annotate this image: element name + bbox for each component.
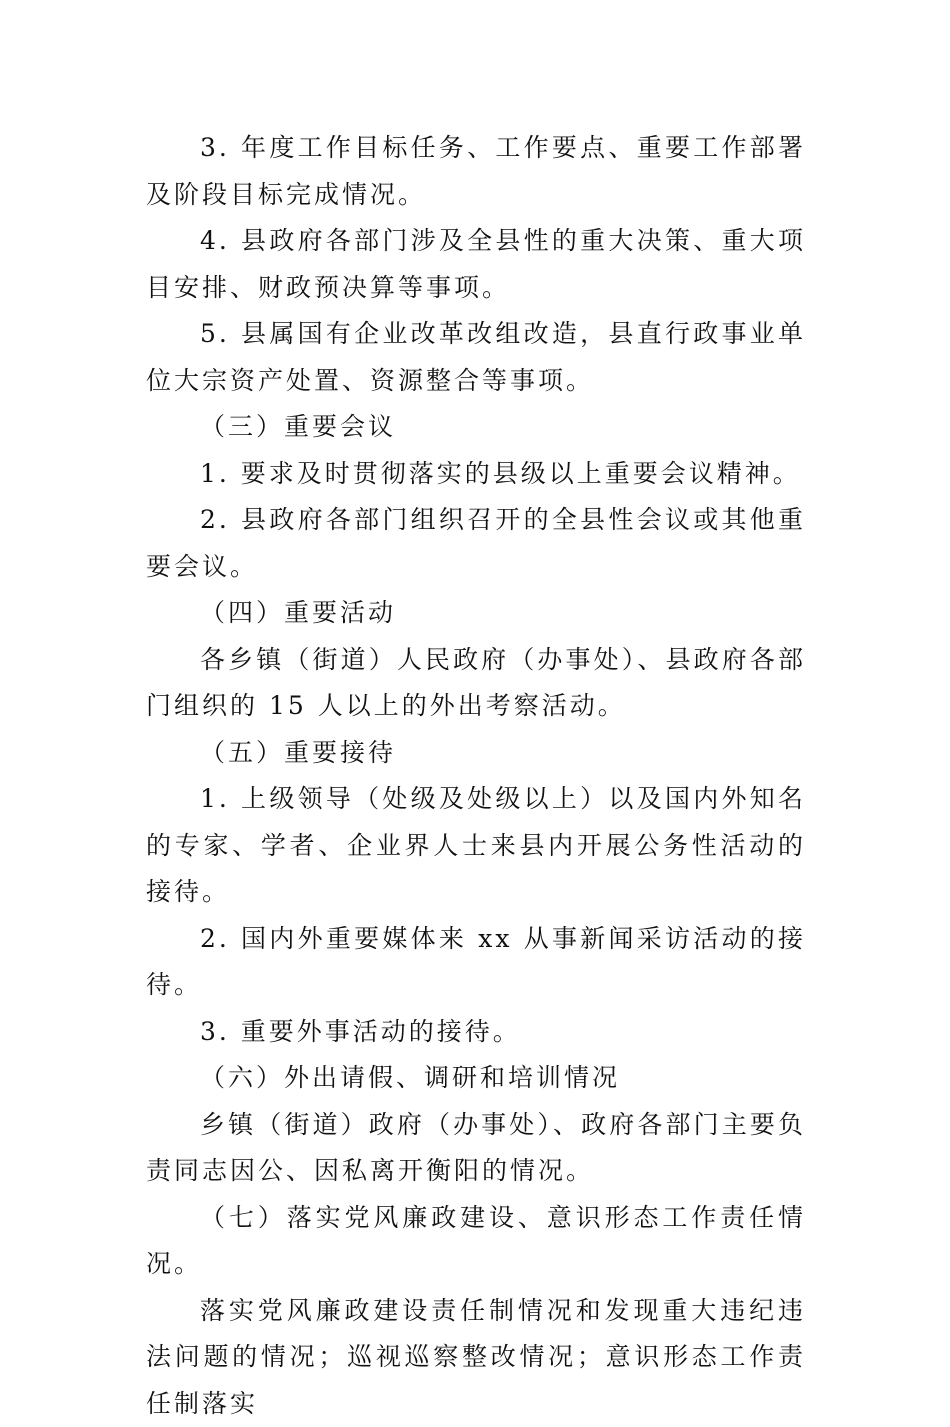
paragraph-party-conduct: 落实党风廉政建设责任制情况和发现重大违纪违法问题的情况；巡视巡察整改情况；意识形态工作责任制落实 bbox=[146, 1288, 806, 1427]
paragraph-leave: 乡镇（街道）政府（办事处）、政府各部门主要负责同志因公、因私离开衡阳的情况。 bbox=[146, 1102, 806, 1195]
paragraph-item-4-major-decisions: 4. 县政府各部门涉及全县性的重大决策、重大项目安排、财政预决算等事项。 bbox=[146, 218, 806, 311]
section-heading-important-meetings: （三）重要会议 bbox=[146, 404, 806, 451]
paragraph-receptions-item-3: 3. 重要外事活动的接待。 bbox=[146, 1009, 806, 1056]
section-heading-important-activities: （四）重要活动 bbox=[146, 590, 806, 637]
section-heading-important-receptions: （五）重要接待 bbox=[146, 730, 806, 777]
paragraph-meetings-item-2: 2. 县政府各部门组织召开的全县性会议或其他重要会议。 bbox=[146, 497, 806, 590]
section-heading-leave-and-training: （六）外出请假、调研和培训情况 bbox=[146, 1055, 806, 1102]
paragraph-receptions-item-1: 1. 上级领导（处级及处级以上）以及国内外知名的专家、学者、企业界人士来县内开展公务性活动的接待。 bbox=[146, 776, 806, 916]
paragraph-receptions-item-2: 2. 国内外重要媒体来 xx 从事新闻采访活动的接待。 bbox=[146, 916, 806, 1009]
paragraph-item-3-annual-goals: 3. 年度工作目标任务、工作要点、重要工作部署及阶段目标完成情况。 bbox=[146, 125, 806, 218]
document-body bbox=[146, 125, 806, 1427]
paragraph-meetings-item-1: 1. 要求及时贯彻落实的县级以上重要会议精神。 bbox=[146, 451, 806, 498]
paragraph-item-5-soe-reform: 5. 县属国有企业改革改组改造，县直行政事业单位大宗资产处置、资源整合等事项。 bbox=[146, 311, 806, 404]
section-heading-party-conduct: （七）落实党风廉政建设、意识形态工作责任情况。 bbox=[146, 1195, 806, 1288]
paragraph-activities: 各乡镇（街道）人民政府（办事处）、县政府各部门组织的 15 人以上的外出考察活动。 bbox=[146, 637, 806, 730]
